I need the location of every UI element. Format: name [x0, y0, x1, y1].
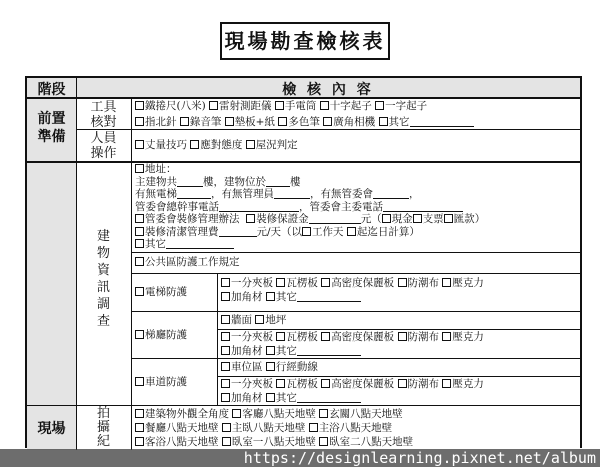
checkbox[interactable]: [232, 409, 241, 418]
photo-checklist: [135, 407, 413, 449]
checkbox[interactable]: [255, 315, 264, 324]
lobby-protection: 梯廳防護: [135, 328, 187, 344]
checkbox[interactable]: [135, 409, 144, 418]
tools-label: 工具 核對: [90, 100, 117, 130]
checkbox[interactable]: [276, 278, 285, 287]
checkbox-label: 其它: [275, 291, 297, 303]
checkbox[interactable]: [190, 140, 199, 149]
checkbox-label: 餐廳八點天地壁: [145, 422, 219, 434]
checkbox[interactable]: [221, 315, 230, 324]
driveway-checkbox[interactable]: [135, 377, 144, 386]
check-checkbox[interactable]: [413, 214, 422, 223]
checkbox[interactable]: [225, 117, 234, 126]
staff-label: 人員 操作: [90, 131, 117, 161]
checkbox-label: 臥室二八點天地壁: [329, 436, 414, 448]
checkbox-label: 其它: [275, 345, 297, 357]
checkbox-label: 錄音筆: [189, 115, 222, 128]
checkbox[interactable]: [135, 437, 144, 446]
checkbox-label: 高密度保麗板: [331, 378, 395, 390]
checkbox[interactable]: [398, 278, 407, 287]
checkbox-label: 客廳八點天地壁: [242, 408, 316, 420]
checkbox[interactable]: [275, 101, 284, 110]
checkbox[interactable]: [209, 101, 218, 110]
lobby-areas: [221, 313, 286, 329]
checkbox-label: 瓦楞板: [286, 378, 318, 390]
checkbox-label: 一分夾板: [231, 378, 273, 390]
checkbox[interactable]: [375, 101, 384, 110]
address-checkbox[interactable]: [135, 164, 144, 173]
checkbox[interactable]: [319, 409, 328, 418]
photo-label: 拍攝紀: [96, 406, 110, 449]
checkbox-label: 廣角相機: [333, 115, 376, 128]
checkbox-label: 壓克力: [452, 331, 484, 343]
checkbox[interactable]: [321, 332, 330, 341]
elevator-checkbox[interactable]: [135, 287, 144, 296]
checkbox-label: 客浴八點天地壁: [145, 436, 219, 448]
elevator-protection: 電梯防護: [135, 285, 187, 301]
checkbox[interactable]: [222, 423, 231, 432]
checkbox-label: 一分夾板: [231, 331, 273, 343]
checkbox-label: 墊板+紙: [234, 115, 275, 128]
checkbox[interactable]: [135, 101, 144, 110]
checkbox-label: 其它: [275, 392, 297, 404]
driveway-areas: [221, 360, 318, 376]
checkbox[interactable]: [278, 117, 287, 126]
period-checkbox[interactable]: [347, 227, 356, 236]
checkbox-label: 主浴八點天地壁: [318, 422, 393, 434]
checkbox-label: 車位區: [231, 361, 263, 373]
checkbox[interactable]: [221, 393, 230, 402]
reno-rules-checkbox[interactable]: [135, 214, 144, 223]
watermark-url: https://designlearning.pixnet.net/album: [0, 449, 600, 467]
checkbox[interactable]: [321, 379, 330, 388]
checkbox[interactable]: [323, 117, 332, 126]
checkbox-label: 壓克力: [452, 277, 484, 289]
checkbox-label: 主臥八點天地壁: [231, 422, 306, 434]
checkbox-label: 地坪: [265, 314, 287, 326]
checkbox-label: 其它: [388, 115, 410, 128]
checkbox-label: 防潮布: [407, 331, 440, 343]
checkbox[interactable]: [221, 346, 230, 355]
checkbox-label: 應對態度: [200, 139, 243, 151]
checkbox-label: 加角材: [231, 291, 263, 303]
checkbox[interactable]: [379, 117, 388, 126]
staff-checklist: [135, 138, 298, 154]
workday-checkbox[interactable]: [302, 227, 311, 236]
checkbox-label: 瓦楞板: [286, 277, 318, 289]
cleaning-fee-checkbox[interactable]: [135, 227, 144, 236]
checkbox-label: 手電筒: [284, 100, 317, 112]
checkbox[interactable]: [276, 332, 285, 341]
checkbox-label: 瓦楞板: [286, 331, 318, 343]
checkbox[interactable]: [321, 278, 330, 287]
checkbox[interactable]: [266, 292, 275, 301]
stage-header: 階段: [37, 82, 66, 98]
checkbox-label: 鐵捲尺(八米): [145, 100, 206, 112]
checkbox[interactable]: [442, 332, 451, 341]
checkbox[interactable]: [309, 423, 318, 432]
public-area-rule: 公共區防護工作規定: [135, 255, 240, 271]
checkbox[interactable]: [135, 423, 144, 432]
elevator-materials: [221, 276, 484, 304]
checkbox-label: 防潮布: [407, 277, 440, 289]
checkbox-label: 加角材: [231, 392, 263, 404]
checkbox[interactable]: [319, 437, 328, 446]
checkbox[interactable]: [442, 278, 451, 287]
cash-checkbox[interactable]: [382, 214, 391, 223]
checkbox-label: 雷射測距儀: [219, 100, 272, 112]
inspection-table: [25, 76, 582, 448]
checkbox[interactable]: [276, 379, 285, 388]
content-header: 檢 核 內 容: [282, 82, 374, 98]
checkbox[interactable]: [221, 379, 230, 388]
checkbox[interactable]: [135, 117, 144, 126]
other-checkbox[interactable]: [135, 239, 144, 248]
checkbox[interactable]: [221, 292, 230, 301]
checkbox-label: 指北針: [145, 115, 177, 128]
tools-checklist: [135, 99, 474, 130]
checkbox[interactable]: [266, 362, 275, 371]
checkbox-label: 高密度保麗板: [331, 331, 395, 343]
checkbox-label: 牆面: [231, 314, 252, 326]
lobby-materials: [221, 330, 484, 358]
checkbox-label: 高密度保麗板: [331, 277, 395, 289]
transfer-checkbox[interactable]: [444, 214, 453, 223]
checkbox[interactable]: [246, 140, 255, 149]
lobby-checkbox[interactable]: [135, 330, 144, 339]
checkbox-label: 十字起子: [329, 100, 372, 112]
checkbox-label: 臥室一八點天地壁: [231, 436, 316, 448]
checkbox-label: 丈量技巧: [145, 139, 187, 151]
building-stage-label: 建物資訊調查: [96, 229, 110, 329]
driveway-materials: [221, 377, 484, 405]
stage-prep: 前置 準備: [37, 111, 66, 145]
checkbox-label: 加角材: [231, 345, 263, 357]
checkbox-label: 壓克力: [452, 378, 484, 390]
checkbox[interactable]: [266, 393, 275, 402]
public-checkbox[interactable]: [135, 257, 144, 266]
checkbox-label: 行經動線: [275, 361, 318, 373]
page-title: 現場勘查檢核表: [220, 22, 390, 60]
checkbox-label: 一分夾板: [231, 277, 273, 289]
checkbox-label: 玄關八點天地壁: [329, 408, 403, 420]
checkbox-label: 建築物外觀全角度: [145, 408, 229, 420]
checkbox-label: 屋況判定: [255, 139, 298, 151]
checkbox-label: 防潮布: [407, 378, 440, 390]
checkbox[interactable]: [266, 346, 275, 355]
driveway-protection: 車道防護: [135, 375, 187, 391]
checkbox-label: 多色筆: [288, 115, 320, 128]
checkbox[interactable]: [398, 379, 407, 388]
checkbox[interactable]: [222, 437, 231, 446]
checkbox[interactable]: [135, 140, 144, 149]
checkbox-label: 一字起子: [385, 100, 428, 112]
checkbox[interactable]: [442, 379, 451, 388]
checkbox[interactable]: [221, 278, 230, 287]
checkbox[interactable]: [221, 362, 230, 371]
checkbox[interactable]: [180, 117, 189, 126]
stage-onsite: 現場: [37, 421, 66, 437]
checkbox[interactable]: [221, 332, 230, 341]
deposit-checkbox[interactable]: [246, 214, 255, 223]
checkbox[interactable]: [320, 101, 329, 110]
checkbox[interactable]: [398, 332, 407, 341]
building-info: 地址： 主建物共 樓，建物位於 樓 有無電梯 ，有無管理員 ，有無管委會 ， 管委會總幹事電話 ，管委會主委電話 管委會裝修管理辦法 裝修保證金 元（ 現金 支票 匯款） 裝修清潔管理費 元/天（以 工作天 起迄日計算） 其它: [135, 163, 486, 250]
